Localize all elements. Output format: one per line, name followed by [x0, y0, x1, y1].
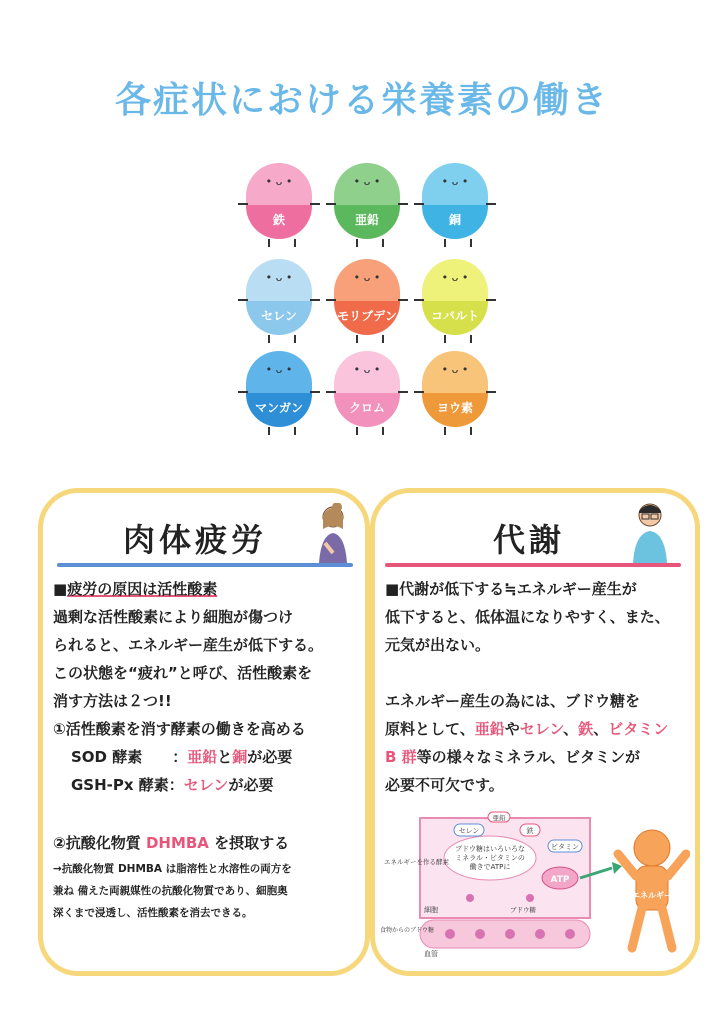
fatigue-subheading — [53, 575, 373, 603]
left-arm — [326, 299, 336, 301]
method-2-dhmba: DHMBA — [145, 834, 209, 852]
tired-man-icon — [625, 499, 675, 563]
sep-ya: や — [504, 720, 520, 738]
sod-line — [71, 743, 371, 771]
smiley-face-icon: • ᴗ • — [265, 363, 293, 376]
vitamin-b-group: B 群 — [385, 748, 417, 766]
center-text-2: ミネラル・ビタミンの — [455, 854, 525, 862]
mineral-character — [334, 163, 400, 239]
tired-woman-icon — [311, 503, 355, 563]
fatigue-line-4: 消す方法は２つ!! — [53, 692, 172, 710]
center-text-1: ブドウ糖はいろいろな — [455, 845, 525, 853]
mineral-zinc: 亜鉛 — [474, 720, 505, 738]
mineral-character — [422, 259, 488, 335]
fatigue-panel — [38, 488, 370, 976]
metabolism-line-1: ■代謝が低下する≒エネルギー産生が — [385, 580, 637, 598]
method-1: ①活性酸素を消す酵素の働きを高める — [53, 720, 306, 738]
mineral-label: 銅 — [448, 213, 461, 227]
mineral-character-grid — [230, 155, 500, 425]
gsh-mineral-selen: セレン — [183, 776, 229, 794]
legs — [356, 335, 384, 343]
mineral-label: マンガン — [254, 401, 303, 415]
glucose-dot — [445, 929, 455, 939]
left-arm — [326, 391, 336, 393]
blood-label: 血管 — [424, 950, 438, 958]
smiley-face-icon: • ᴗ • — [265, 271, 293, 284]
sep-comma-1: 、 — [563, 720, 579, 738]
legs — [268, 239, 296, 247]
gsh-line — [71, 771, 371, 799]
metabolism-line-6 — [385, 743, 701, 771]
mineral-label: クロム — [348, 401, 385, 415]
left-arm — [414, 203, 424, 205]
energy-figure-icon — [618, 830, 686, 948]
legs — [444, 239, 472, 247]
iron-tag-label: 鉄 — [526, 827, 534, 835]
metabolism-divider — [385, 563, 681, 567]
right-arm — [310, 203, 320, 205]
dhmba-note-1: →抗酸化物質 DHMBA は脂溶性と水溶性の両方を — [53, 863, 292, 875]
atp-label: ATP — [550, 875, 570, 885]
right-arm — [398, 299, 408, 301]
smiley-face-icon: • ᴗ • — [441, 363, 469, 376]
enzyme-label: エネルギーを作る酵素 — [384, 858, 449, 866]
fatigue-divider — [57, 563, 353, 567]
right-arm — [398, 203, 408, 205]
smiley-face-icon: • ᴗ • — [353, 271, 381, 284]
zinc-tag-label: 亜鉛 — [492, 814, 506, 822]
sod-and: と — [217, 748, 233, 766]
fatigue-line-1: 過剰な活性酸素により細胞が傷つけ — [53, 608, 294, 626]
smiley-face-icon: • ᴗ • — [353, 363, 381, 376]
glucose-dot — [466, 894, 474, 902]
right-arm — [310, 391, 320, 393]
mineral-character — [246, 259, 312, 335]
right-arm — [486, 203, 496, 205]
right-arm — [486, 391, 496, 393]
legs — [444, 427, 472, 435]
right-arm — [398, 391, 408, 393]
sod-tail: が必要 — [247, 748, 293, 766]
line-5-pre: 原料として、 — [385, 720, 475, 738]
glucose-dot — [475, 929, 485, 939]
sod-mineral-zinc: 亜鉛 — [187, 748, 218, 766]
dhmba-note-3: 深くまで浸透し、活性酸素を消去できる。 — [53, 907, 253, 919]
metabolism-line-4: エネルギー産生の為には、ブドウ糖を — [385, 692, 641, 710]
method-2-pre: ②抗酸化物質 — [53, 834, 146, 852]
mineral-label: 鉄 — [272, 213, 285, 227]
method-2-post: を摂取する — [208, 834, 290, 852]
food-glucose-label: 食物からのブドウ糖 — [380, 927, 435, 934]
mineral-character — [246, 163, 312, 239]
square-bullet-icon: ■ — [53, 580, 68, 598]
left-arm — [238, 391, 248, 393]
mineral-character — [334, 259, 400, 335]
gsh-label: GSH-Px 酵素： — [71, 776, 184, 794]
mineral-character — [422, 163, 488, 239]
energy-label: エネルギー — [632, 891, 672, 900]
glucose-dot — [526, 894, 534, 902]
mineral-character — [334, 351, 400, 427]
left-arm — [414, 299, 424, 301]
sod-label: SOD 酵素 ： — [71, 748, 188, 766]
metabolism-line-5 — [385, 715, 701, 743]
selen-tag-label: セレン — [458, 827, 480, 835]
left-arm — [238, 299, 248, 301]
fatigue-line-2: られると、エネルギー産生が低下する。 — [53, 636, 324, 654]
right-arm — [310, 299, 320, 301]
smiley-face-icon: • ᴗ • — [441, 271, 469, 284]
fatigue-line-3: この状態を“疲れ”と呼び、活性酸素を — [53, 664, 313, 682]
right-arm — [486, 299, 496, 301]
fatigue-heading: 肉体疲労 — [123, 521, 268, 559]
left-arm — [326, 203, 336, 205]
method-2 — [53, 829, 373, 857]
left-arm — [238, 203, 248, 205]
mineral-label: セレン — [261, 309, 297, 323]
smiley-face-icon: • ᴗ • — [441, 175, 469, 188]
glucose-small-label: ブドウ糖 — [510, 906, 536, 914]
mineral-label: ヨウ素 — [436, 401, 473, 415]
smiley-face-icon: • ᴗ • — [353, 175, 381, 188]
metabolism-line-2: 低下すると、低体温になりやすく、また、 — [385, 608, 670, 626]
legs — [268, 427, 296, 435]
gsh-tail: が必要 — [228, 776, 274, 794]
legs — [268, 335, 296, 343]
cell-label: 細胞 — [424, 906, 438, 914]
sep-comma-2: 、 — [593, 720, 609, 738]
legs — [356, 427, 384, 435]
mineral-label: モリブデン — [337, 309, 397, 323]
fatigue-subheading-text: 疲労の原因は活性酸素 — [67, 580, 218, 598]
mineral-label: 亜鉛 — [354, 213, 379, 227]
mineral-iron: 鉄 — [578, 720, 594, 738]
line-6-post: 等の様々なミネラル、ビタミンが — [416, 748, 641, 766]
glucose-dot — [505, 929, 515, 939]
smiley-face-icon: • ᴗ • — [265, 175, 293, 188]
vitamin: ビタミン — [608, 720, 669, 738]
sod-mineral-copper: 銅 — [232, 748, 248, 766]
glucose-dot — [565, 929, 575, 939]
legs — [444, 335, 472, 343]
mineral-label: コバルト — [430, 309, 479, 323]
legs — [356, 239, 384, 247]
mineral-selen: セレン — [519, 720, 564, 738]
center-text-3: 働きでATPに — [469, 863, 511, 871]
metabolism-line-3: 元気が出ない。 — [385, 636, 491, 654]
page-title: 各症状における栄養素の働き — [114, 80, 609, 121]
energy-production-diagram — [380, 808, 690, 958]
metabolism-line-7: 必要不可欠です。 — [385, 776, 504, 794]
dhmba-note-2: 兼ね 備えた両親媒性の抗酸化物質であり、細胞奥 — [53, 885, 288, 897]
metabolism-heading: 代謝 — [493, 521, 566, 559]
vitamin-tag-label: ビタミン — [551, 843, 579, 851]
glucose-dot — [535, 929, 545, 939]
left-arm — [414, 391, 424, 393]
mineral-character — [422, 351, 488, 427]
mineral-character — [246, 351, 312, 427]
